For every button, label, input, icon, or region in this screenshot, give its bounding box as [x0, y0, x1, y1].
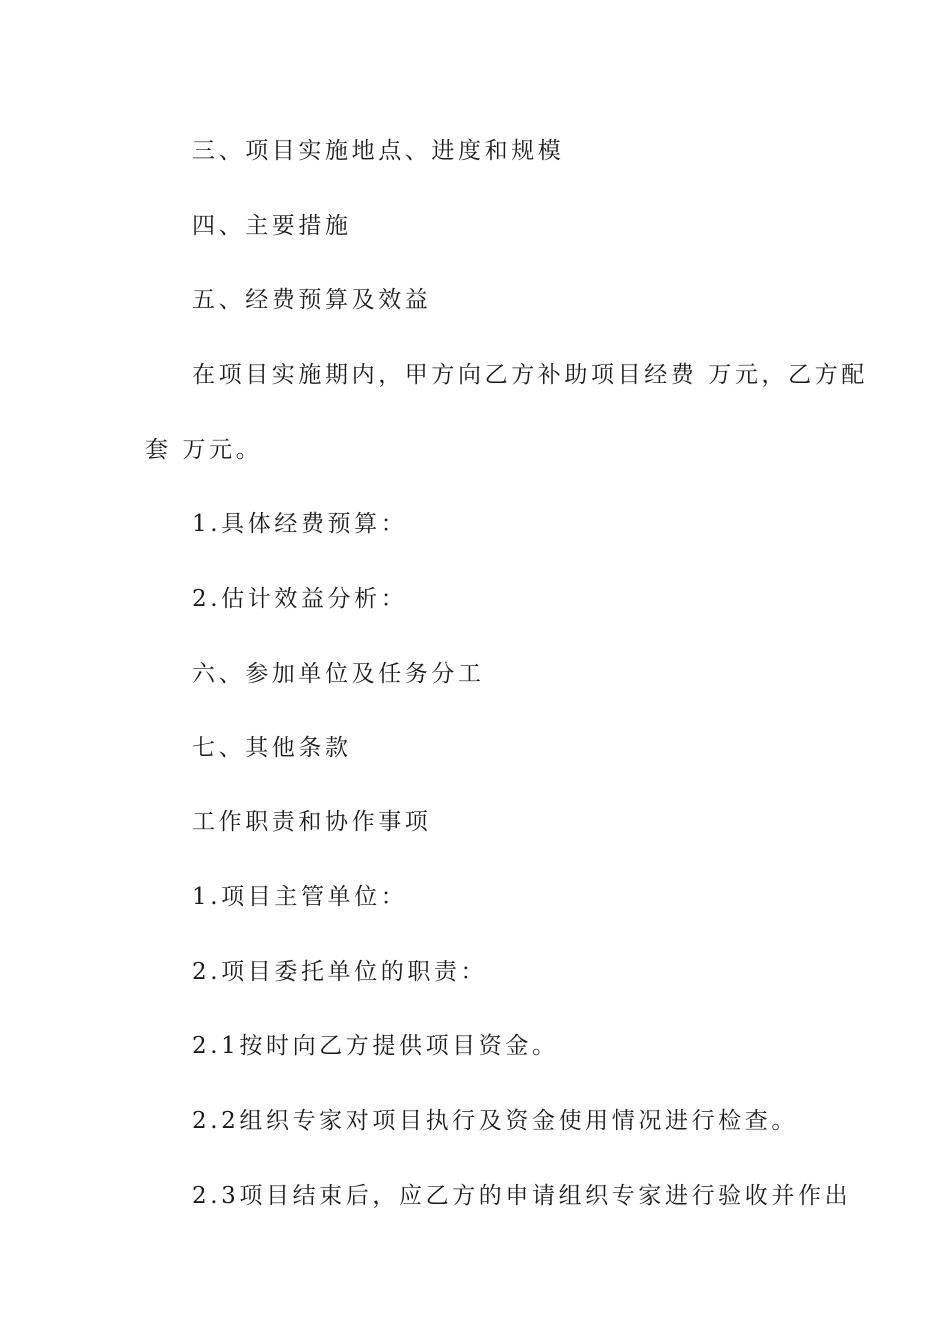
list-item-supervisor: 1.项目主管单位： [192, 884, 408, 910]
section-heading-5: 五、经费预算及效益 [192, 287, 432, 313]
list-item-benefit-analysis: 2.估计效益分析： [192, 586, 408, 612]
paragraph-funding-line-1: 在项目实施期内，甲方向乙方补助项目经费 万元，乙方配 [192, 362, 868, 388]
subheading-duties: 工作职责和协作事项 [192, 809, 432, 835]
section-heading-4: 四、主要措施 [192, 213, 352, 239]
paragraph-funding-line-2: 套 万元。 [145, 437, 263, 463]
list-item-2-1: 2.1按时向乙方提供项目资金。 [192, 1033, 559, 1059]
list-item-2-2: 2.2组织专家对项目执行及资金使用情况进行检查。 [192, 1108, 798, 1134]
section-heading-3: 三、项目实施地点、进度和规模 [192, 138, 565, 164]
list-item-2-3: 2.3项目结束后，应乙方的申请组织专家进行验收并作出 [192, 1183, 852, 1209]
list-item-client-duties: 2.项目委托单位的职责： [192, 959, 488, 985]
section-heading-6: 六、参加单位及任务分工 [192, 661, 485, 687]
section-heading-7: 七、其他条款 [192, 735, 352, 761]
list-item-budget: 1.具体经费预算： [192, 511, 408, 537]
